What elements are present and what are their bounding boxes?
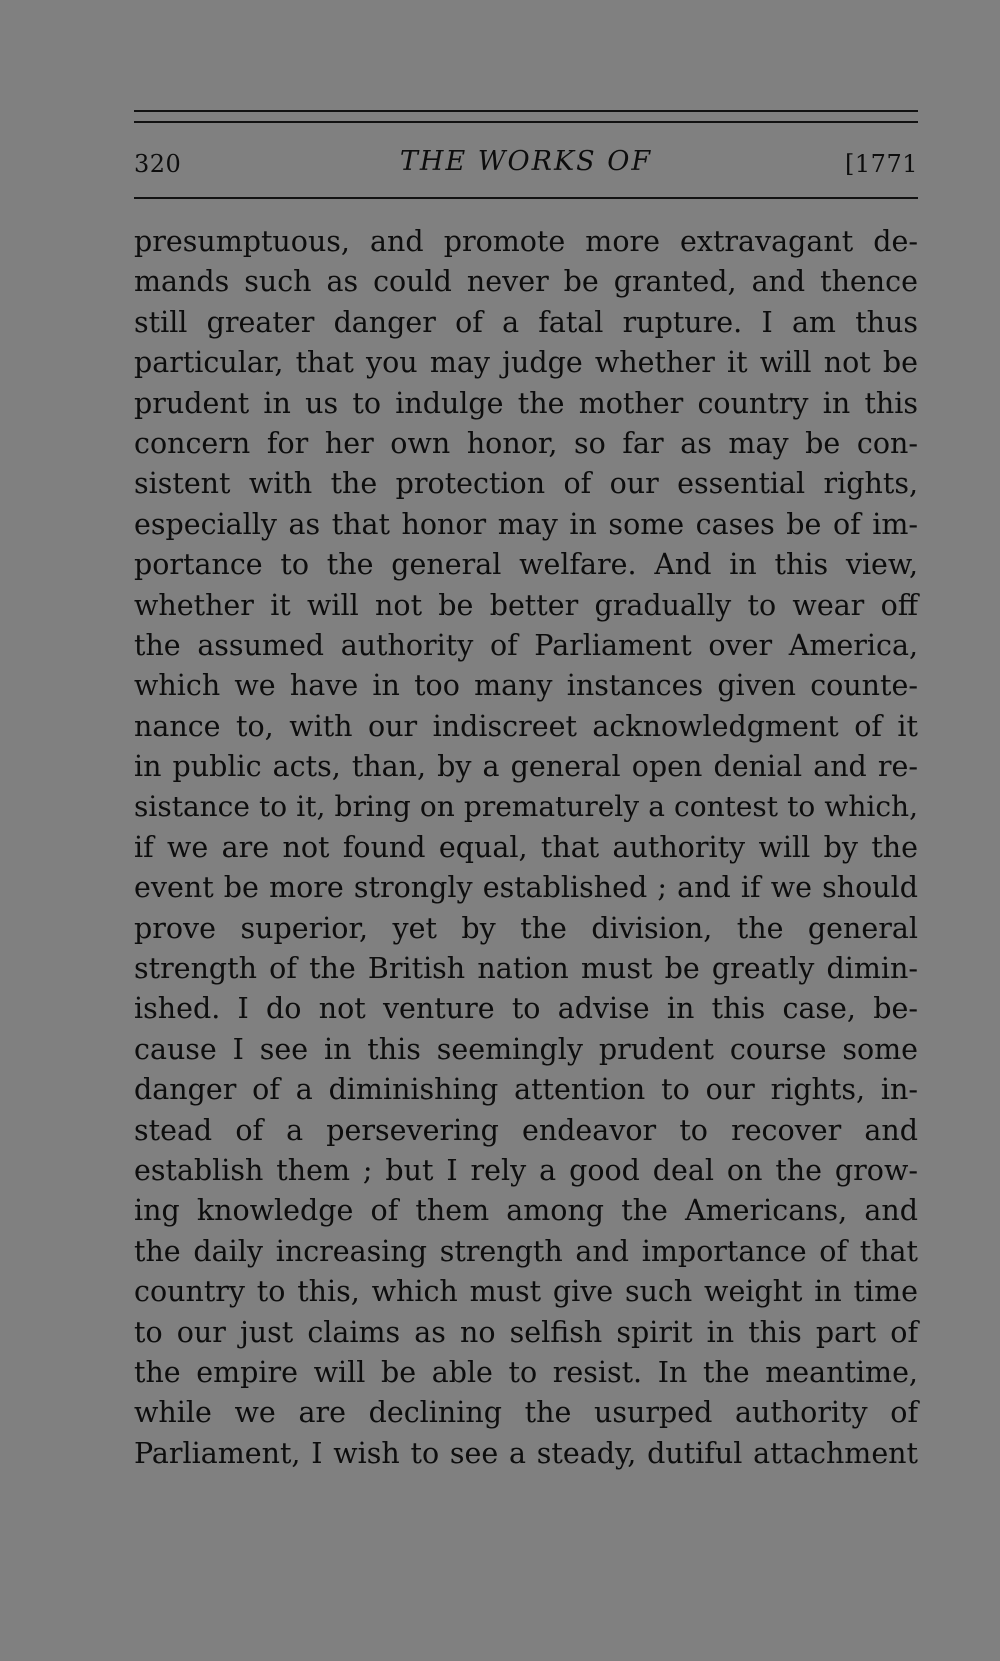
- text-line: particular, that you may judge whether it will not be: [134, 346, 918, 380]
- text-line: concern for her own honor, so far as may be con-: [134, 426, 918, 460]
- text-line: cause I see in this seemingly prudent course some: [134, 1032, 918, 1066]
- text-line: whether it will not be better gradually to wear off: [134, 588, 918, 622]
- text-line: in public acts, than, by a general open denial and re-: [134, 750, 918, 784]
- page-number: 320: [134, 150, 182, 178]
- running-head-title: THE WORKS OF: [399, 146, 653, 177]
- body-text: [134, 222, 918, 1474]
- text-line: danger of a diminishing attention to our rights, in-: [134, 1073, 918, 1107]
- text-line: sistance to it, bring on prematurely a contest to which,: [134, 790, 918, 824]
- text-line: the daily increasing strength and importance of that: [134, 1234, 918, 1268]
- running-head-year: [1771: [845, 150, 918, 178]
- top-double-rule-lower: [134, 121, 918, 123]
- text-line: nance to, with our indiscreet acknowledgment of it: [134, 709, 918, 743]
- text-line: prove superior, yet by the division, the general: [134, 911, 918, 945]
- text-line: the assumed authority of Parliament over America,: [134, 628, 918, 662]
- top-double-rule-upper: [134, 110, 918, 112]
- text-line: stead of a persevering endeavor to recover and: [134, 1113, 918, 1147]
- running-head: [134, 146, 918, 182]
- text-line: Parliament, I wish to see a steady, dutiful attachment: [134, 1436, 918, 1470]
- text-line: strength of the British nation must be greatly dimin-: [134, 952, 918, 986]
- text-line: country to this, which must give such weight in time: [134, 1275, 918, 1309]
- text-line: ished. I do not venture to advise in this case, be-: [134, 992, 918, 1026]
- text-line: event be more strongly established ; and if we should: [134, 871, 918, 905]
- text-line: if we are not found equal, that authority will by the: [134, 830, 918, 864]
- text-line: establish them ; but I rely a good deal on the grow-: [134, 1153, 918, 1187]
- text-line: to our just claims as no selfish spirit in this part of: [134, 1315, 918, 1349]
- text-line: which we have in too many instances given counte-: [134, 669, 918, 703]
- text-line: ing knowledge of them among the Americans, and: [134, 1194, 918, 1228]
- text-line: sistent with the protection of our essential rights,: [134, 467, 918, 501]
- text-line: mands such as could never be granted, and thence: [134, 265, 918, 299]
- text-line: presumptuous, and promote more extravagant de-: [134, 225, 918, 258]
- text-line: prudent in us to indulge the mother country in this: [134, 386, 918, 420]
- text-line: the empire will be able to resist. In the meantime,: [134, 1355, 918, 1389]
- text-line: while we are declining the usurped authority of: [134, 1396, 918, 1430]
- text-line: especially as that honor may in some cases be of im-: [134, 507, 918, 541]
- header-rule: [134, 197, 918, 199]
- text-line: portance to the general welfare. And in this view,: [134, 548, 918, 582]
- text-line: still greater danger of a fatal rupture. I am thus: [134, 305, 918, 339]
